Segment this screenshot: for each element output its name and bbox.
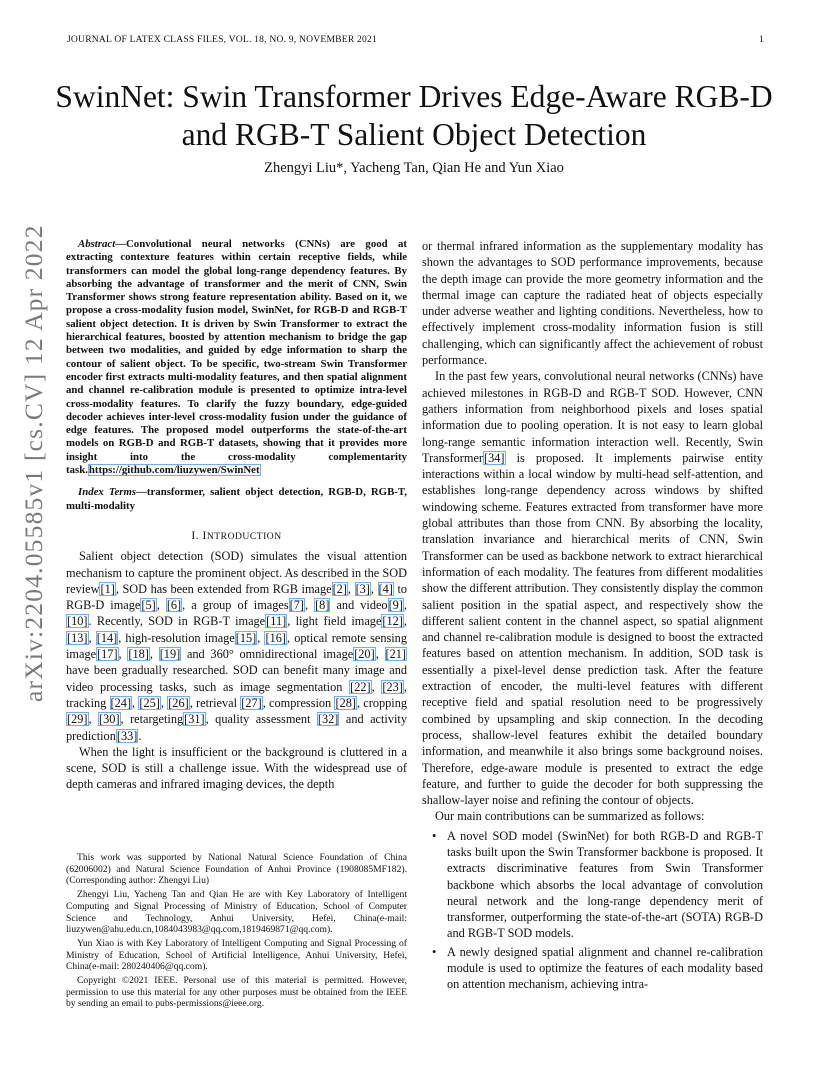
page-number: 1: [759, 34, 764, 45]
citation-ref[interactable]: [32]: [317, 712, 339, 727]
citation-ref[interactable]: [33]: [116, 728, 138, 743]
abstract: [66, 238, 407, 477]
footnote-affiliation-2: Yun Xiao is with Key Laboratory of Intelligent Computing and Signal Processing of Ministry of Education, School of Artificial Intelligence, Anhui University, Hefei, China(e-mail: 280240406@qq.com).: [66, 937, 407, 973]
citation-ref[interactable]: [30]: [99, 712, 120, 727]
index-terms-lead: Index Terms: [78, 486, 137, 499]
citation-ref[interactable]: [5]: [141, 598, 156, 613]
left-column: [66, 238, 407, 793]
citation-ref[interactable]: [13]: [67, 630, 88, 645]
citation-ref[interactable]: [31]: [184, 712, 205, 727]
citation-ref[interactable]: [12]: [382, 614, 403, 629]
citation-ref[interactable]: [14]: [96, 630, 118, 645]
citation-ref[interactable]: [18]: [128, 647, 149, 662]
footnotes: [66, 852, 407, 1012]
citation-ref[interactable]: [25]: [139, 695, 160, 710]
footnote-funding: This work was supported by National Natural Science Foundation of China (62006002) and Natural Science Foundation of Anhui Province (1908085MF182).(Corresponding author: Zhengyi Liu): [66, 852, 407, 887]
list-item: • A newly designed spatial alignment and channel re-calibration module is used to optimize the features of each modality based on attention mechanism, achieving intra-: [432, 944, 763, 992]
section-heading-introduction: I. INTRODUCTION: [191, 528, 282, 542]
author-list: Zhengyi Liu*, Yacheng Tan, Qian He and Yun Xiao: [264, 160, 564, 176]
citation-ref[interactable]: [22]: [350, 679, 371, 694]
abstract-text: —Convolutional neural networks (CNNs) are good at extracting contexture features within certain receptive fields, while transformers can model the global long-range dependency features. By absorbing the advantage of transformer and the merit of CNN, Swin Transformer shows strong feature representation ability. Based on it, we propose a cross-modality fusion model, SwinNet, for RGB-D and RGB-T salient object detection. It is driven by Swin Transformer to extract the hierarchical features, boosted by attention mechanism to bridge the gap between two modalities, and guided by edge information to sharp the contour of salient object. To be specific, two-stream Swin Transformer encoder first extracts multi-modality features, and then spatial alignment and channel re-calibration module is presented to optimize intra-level cross-modality features. To clarify the fuzzy boundary, edge-guided decoder achieves inter-level cross-modality fusion under the guidance of edge features. The proposed model outperforms the state-of-the-art models on RGB-D and RGB-T datasets, showing that it provides more insight into the cross-modality complementarity task.: [66, 238, 407, 477]
right-paragraph-2: In the past few years, convolutional neural networks (CNNs) have achieved milestones in RGB-D and RGB-T SOD. However, CNN gathers information from neighborhood pixels and loses spatial information due to pooling operation. It is not easy to learn global long-range semantic information interaction well. Recently, Swin Transformer[34] is proposed. It implements pairwise entity interactions within a local window by multi-head self-attention, and establishes long-range dependency across windows by shifted windowing scheme. Features extracted from transformer have more global attributes than those from CNN. By absorbing the locality, translation invariance and hierarchical merits of CNN, Swin Transformer can be used as backbone network to extract hierarchical information of each modality. The features from different modalities show the different attribution. They consistently display the common salient position in the spatial aspect, and respectively show the different salient content in the channel aspect, so spatial alignment and channel re-calibration module is designed to boost the extracted features based on attention mechanism. In addition, SOD task is essentially a pixel-level dense prediction task. After the feature extraction of encoder, the multi-level features with different receptive field and spatial resolution need to be progressively combined by upsampling and skip connection. In the decoding process, shallow-level features exhibit the detailed boundary information, and meanwhile it also brings some background noises. Therefore, edge-aware module is presented to extract the edge feature, and further to guide the decoder for both suppressing the shallow-layer noise and refining the contour of objects.: [422, 369, 763, 808]
right-paragraph-1: or thermal infrared information as the supplementary modality has shown the advantages to SOD performance improvements, because the depth image can provide the more geometry information and the thermal image can capture the radiated heat of objects especially under adverse weather and lighting conditions. Nevertheless, how to effectively implement cross-modality information fusion is still challenging, which can significantly affect the achievement of robust performance.: [422, 239, 763, 368]
citation-ref[interactable]: [19]: [159, 647, 181, 662]
footnote-affiliation-1: Zhengyi Liu, Yacheng Tan and Qian He are with Key Laboratory of Intelligent Computing and Signal Processing of Ministry of Education, School of Computer Science and Technology, Anhui University, Hefei, China(e-mail: liuzywen@ahu.edu.cn,1084043983@qq.com,1819469871@qq.com).: [66, 889, 407, 936]
citation-ref[interactable]: [6]: [166, 598, 182, 613]
right-column: [422, 238, 763, 995]
paper-title: SwinNet: Swin Transformer Drives Edge-Aware RGB-D and RGB-T Salient Object Detection: [55, 79, 773, 152]
arxiv-stamp: arXiv:2204.05585v1 [cs.CV] 12 Apr 2022: [19, 224, 48, 702]
contribution-list: [422, 828, 763, 993]
citation-ref[interactable]: [27]: [241, 695, 262, 710]
citation-ref[interactable]: [20]: [354, 647, 375, 662]
citation-ref[interactable]: [7]: [289, 598, 304, 613]
citation-ref[interactable]: [11]: [266, 614, 287, 629]
citation-ref[interactable]: [26]: [168, 695, 189, 710]
citation-ref[interactable]: [1]: [100, 581, 115, 596]
right-paragraph-3: Our main contributions can be summarized as follows:: [435, 809, 705, 824]
citation-ref[interactable]: [17]: [97, 647, 118, 662]
citation-ref[interactable]: [16]: [265, 630, 286, 645]
intro-paragraph-1: Salient object detection (SOD) simulates the visual attention mechanism to capture the prominent object. As described in the SOD review[1], SOD has been extended from RGB image[2], [3], [4] to RGB-D image[5], [6], a group of images[7], [8] and video[9], [10]. Recently, SOD in RGB-T image[11], light field image[12], [13], [14], high-resolution image[15], [16], optical remote sensing image[17], [18], [19] and 360° omnidirectional image[20], [21] have been gradually researched. SOD can benefit many image and video processing tasks, such as image segmentation [22], [23], tracking [24], [25], [26], retrieval [27], compression [28], cropping [29], [30], retargeting[31], quality assessment [32] and activity prediction[33].: [66, 549, 408, 743]
bullet-icon: •: [432, 944, 437, 959]
citation-ref[interactable]: [9]: [388, 598, 403, 613]
citation-ref[interactable]: [15]: [235, 630, 257, 645]
citation-ref[interactable]: [29]: [67, 712, 88, 727]
running-header: [67, 34, 764, 45]
citation-ref[interactable]: [28]: [335, 695, 356, 710]
index-terms: [66, 486, 407, 513]
footnote-copyright: Copyright ©2021 IEEE. Personal use of this material is permitted. However, permission to use this material for any other purposes must be obtained from the IEEE by sending an email to pubs-permissions@ieee.org.: [66, 975, 407, 1010]
intro-paragraph-2: When the light is insufficient or the background is cluttered in a scene, SOD is still a challenge issue. With the widespread use of depth cameras and infrared imaging devices, the depth: [66, 744, 407, 792]
citation-ref[interactable]: [10]: [67, 614, 88, 629]
citation-ref[interactable]: [2]: [332, 581, 347, 596]
index-terms-text: —transformer, salient object detection, RGB-D, RGB-T, multi-modality: [66, 486, 407, 512]
citation-ref[interactable]: [8]: [315, 598, 330, 613]
github-link[interactable]: https://github.com/liuzywen/SwinNet: [88, 464, 260, 477]
list-item: • A novel SOD model (SwinNet) for both RGB-D and RGB-T tasks built upon the Swin Transformer backbone is proposed. It extracts discriminative features from Swin Transformer backbone which absorbs the local advantage of convolution neural network and the long-range dependency merit of transformer, outperforming the state-of-the-art (SOTA) RGB-D and RGB-T SOD models.: [432, 828, 763, 941]
journal-line: JOURNAL OF LATEX CLASS FILES, VOL. 18, NO. 9, NOVEMBER 2021: [67, 34, 378, 45]
abstract-lead: Abstract: [78, 238, 116, 250]
citation-ref[interactable]: [34]: [484, 450, 505, 465]
citation-ref[interactable]: [4]: [378, 581, 393, 596]
bullet-icon: •: [432, 828, 437, 843]
citation-ref[interactable]: [3]: [355, 581, 370, 596]
citation-ref[interactable]: [23]: [382, 679, 403, 694]
citation-ref[interactable]: [24]: [110, 695, 132, 710]
citation-ref[interactable]: [21]: [385, 647, 407, 662]
